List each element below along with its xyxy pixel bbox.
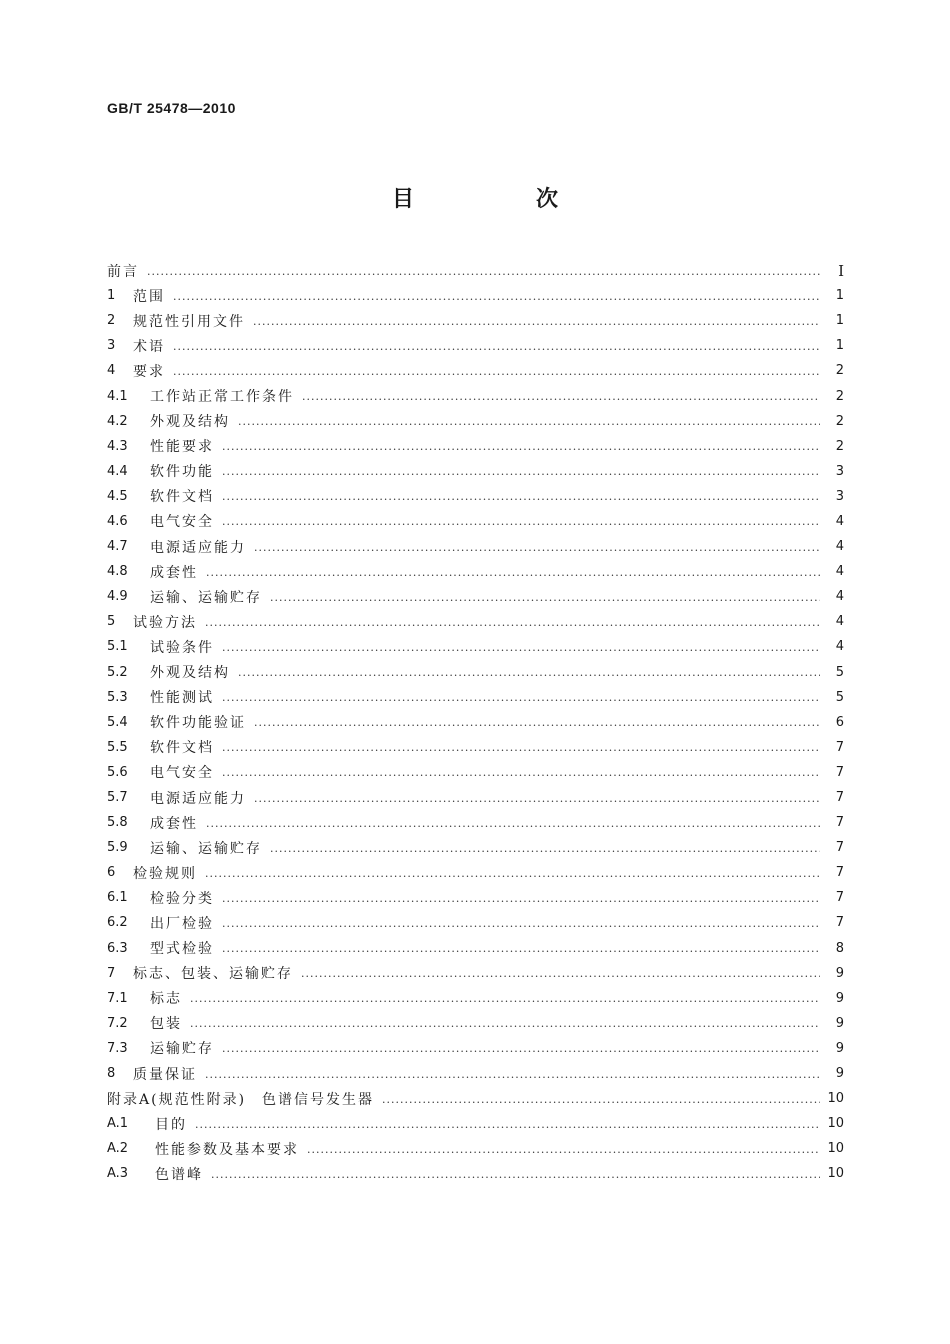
toc-entry-title: 软件文档 bbox=[150, 489, 214, 506]
toc-entry-title: 性能要求 bbox=[150, 439, 214, 456]
toc-dot-leader bbox=[270, 843, 820, 857]
toc-entry-page: 5 bbox=[835, 689, 844, 705]
toc-entry-title: 性能测试 bbox=[150, 690, 214, 707]
toc-entry-page: 7 bbox=[835, 764, 844, 780]
toc-dot-leader bbox=[206, 818, 820, 832]
toc-entry-number: 4.3 bbox=[107, 438, 128, 454]
toc-dot-leader bbox=[222, 642, 820, 656]
toc-entry[interactable] bbox=[107, 1136, 844, 1161]
toc-entry[interactable] bbox=[107, 409, 844, 434]
standard-code: GB/T 25478—2010 bbox=[107, 100, 236, 116]
toc-dot-leader bbox=[211, 1169, 820, 1183]
toc-dot-leader bbox=[173, 291, 820, 305]
toc-entry-number: A.2 bbox=[107, 1141, 129, 1157]
toc-dot-leader bbox=[301, 968, 820, 982]
toc-entry-number: 5.6 bbox=[107, 764, 128, 780]
toc-entry[interactable] bbox=[107, 283, 844, 308]
toc-dot-leader bbox=[205, 1069, 820, 1083]
toc-entry-number: 4.4 bbox=[107, 463, 128, 479]
toc-entry-title: 工作站正常工作条件 bbox=[150, 389, 294, 406]
toc-entry[interactable] bbox=[107, 1086, 844, 1111]
toc-dot-leader bbox=[254, 542, 820, 556]
toc-entry-title: 电源适应能力 bbox=[150, 539, 246, 556]
toc-entry[interactable] bbox=[107, 434, 844, 459]
toc-entry[interactable] bbox=[107, 509, 844, 534]
toc-dot-leader bbox=[222, 441, 820, 455]
toc-entry-number: 4.8 bbox=[107, 564, 128, 580]
toc-entry[interactable] bbox=[107, 459, 844, 484]
toc-entry-page: 4 bbox=[835, 513, 844, 529]
toc-entry[interactable] bbox=[107, 986, 844, 1011]
toc-dot-leader bbox=[253, 316, 820, 330]
toc-dot-leader bbox=[205, 617, 820, 631]
toc-entry-title: 电源适应能力 bbox=[150, 790, 246, 807]
toc-entry-number: 8 bbox=[107, 1066, 116, 1082]
toc-entry-page: 10 bbox=[827, 1116, 844, 1132]
toc-entry-page: 1 bbox=[835, 288, 844, 304]
toc-entry-number: 5.2 bbox=[107, 664, 128, 680]
toc-entry-title: 外观及结构 bbox=[150, 414, 230, 431]
toc-entry-number: 5.8 bbox=[107, 815, 128, 831]
toc-entry[interactable] bbox=[107, 584, 844, 609]
toc-entry-title: 成套性 bbox=[150, 564, 198, 581]
toc-dot-leader bbox=[195, 1119, 820, 1133]
toc-entry-page: 5 bbox=[835, 664, 844, 680]
toc-entry-title: 前言 bbox=[107, 263, 139, 280]
toc-entry-title: 电气安全 bbox=[150, 514, 214, 531]
toc-entry-number: A.3 bbox=[107, 1166, 129, 1182]
toc-entry-page: 4 bbox=[835, 564, 844, 580]
toc-entry-title: 检验分类 bbox=[150, 890, 214, 907]
toc-dot-leader bbox=[222, 742, 820, 756]
toc-entry-title: 外观及结构 bbox=[150, 665, 230, 682]
toc-dot-leader bbox=[222, 943, 820, 957]
toc-entry-page: 1 bbox=[835, 313, 844, 329]
toc-entry-title: 质量保证 bbox=[133, 1066, 197, 1083]
toc-dot-leader bbox=[222, 692, 820, 706]
toc-entry[interactable] bbox=[107, 1011, 844, 1036]
toc-entry-title: 性能参数及基本要求 bbox=[155, 1141, 299, 1158]
toc-entry-title: 附录A(规范性附录) 色谱信号发生器 bbox=[107, 1091, 375, 1108]
toc-entry[interactable] bbox=[107, 961, 844, 986]
toc-entry-number: 4.6 bbox=[107, 513, 128, 529]
toc-dot-leader bbox=[206, 567, 820, 581]
toc-dot-leader bbox=[147, 266, 820, 280]
toc-entry-page: 7 bbox=[835, 890, 844, 906]
toc-entry-page: 3 bbox=[835, 488, 844, 504]
toc-entry[interactable] bbox=[107, 1061, 844, 1086]
toc-dot-leader bbox=[254, 793, 820, 807]
toc-entry-number: 5.7 bbox=[107, 790, 128, 806]
toc-entry-page: 10 bbox=[827, 1091, 844, 1107]
toc-entry[interactable] bbox=[107, 634, 844, 659]
toc-dot-leader bbox=[222, 491, 820, 505]
toc-entry-number: 7.2 bbox=[107, 1015, 128, 1031]
toc-dot-leader bbox=[222, 767, 820, 781]
toc-entry-page: 7 bbox=[835, 739, 844, 755]
toc-entry[interactable] bbox=[107, 383, 844, 408]
toc-entry-page: 10 bbox=[827, 1166, 844, 1182]
toc-entry-number: 3 bbox=[107, 338, 116, 354]
toc-entry-page: 8 bbox=[835, 940, 844, 956]
toc-entry[interactable] bbox=[107, 685, 844, 710]
toc-entry[interactable] bbox=[107, 484, 844, 509]
toc-entry-page: 7 bbox=[835, 790, 844, 806]
toc-entry-page: 7 bbox=[835, 815, 844, 831]
toc-entry-number: 2 bbox=[107, 313, 116, 329]
toc-entry-title: 出厂检验 bbox=[150, 915, 214, 932]
toc-entry-number: 6.2 bbox=[107, 915, 128, 931]
toc-entry-page: 4 bbox=[835, 589, 844, 605]
table-of-contents bbox=[107, 258, 844, 1186]
toc-dot-leader bbox=[173, 341, 820, 355]
toc-entry-number: 5.1 bbox=[107, 639, 128, 655]
toc-entry-title: 试验方法 bbox=[133, 614, 197, 631]
toc-entry-title: 软件功能验证 bbox=[150, 715, 246, 732]
toc-entry-title: 型式检验 bbox=[150, 941, 214, 958]
toc-entry[interactable] bbox=[107, 534, 844, 559]
toc-entry[interactable] bbox=[107, 735, 844, 760]
toc-entry-number: 5 bbox=[107, 614, 116, 630]
toc-entry[interactable] bbox=[107, 936, 844, 961]
toc-entry[interactable] bbox=[107, 358, 844, 383]
toc-entry[interactable] bbox=[107, 559, 844, 584]
toc-entry[interactable] bbox=[107, 785, 844, 810]
toc-entry-number: 7.1 bbox=[107, 990, 128, 1006]
toc-entry-number: 4 bbox=[107, 363, 116, 379]
toc-entry[interactable] bbox=[107, 308, 844, 333]
toc-entry[interactable] bbox=[107, 710, 844, 735]
toc-entry-number: 4.1 bbox=[107, 388, 128, 404]
toc-entry-page: 1 bbox=[835, 338, 844, 354]
toc-entry-number: 7 bbox=[107, 965, 116, 981]
toc-entry-page: 7 bbox=[835, 915, 844, 931]
toc-entry-page: Ⅰ bbox=[838, 261, 844, 280]
toc-dot-leader bbox=[222, 918, 820, 932]
toc-entry[interactable] bbox=[107, 258, 844, 283]
toc-entry-page: 4 bbox=[835, 614, 844, 630]
toc-dot-leader bbox=[302, 391, 820, 405]
toc-entry[interactable] bbox=[107, 910, 844, 935]
toc-entry-page: 9 bbox=[835, 1066, 844, 1082]
toc-entry-page: 4 bbox=[835, 539, 844, 555]
toc-entry-page: 6 bbox=[835, 714, 844, 730]
toc-entry-page: 2 bbox=[835, 363, 844, 379]
toc-entry-page: 2 bbox=[835, 413, 844, 429]
toc-entry-page: 10 bbox=[827, 1141, 844, 1157]
toc-entry[interactable] bbox=[107, 1161, 844, 1186]
toc-entry[interactable] bbox=[107, 810, 844, 835]
toc-dot-leader bbox=[190, 1018, 820, 1032]
toc-entry-number: A.1 bbox=[107, 1116, 129, 1132]
toc-dot-leader bbox=[270, 592, 820, 606]
toc-entry-page: 9 bbox=[835, 990, 844, 1006]
toc-dot-leader bbox=[238, 416, 820, 430]
toc-entry-title: 色谱峰 bbox=[155, 1166, 203, 1183]
toc-entry-title: 范围 bbox=[133, 288, 165, 305]
toc-dot-leader bbox=[222, 516, 820, 530]
toc-entry[interactable] bbox=[107, 1036, 844, 1061]
toc-entry-title: 检验规则 bbox=[133, 865, 197, 882]
toc-entry-title: 运输、运输贮存 bbox=[150, 840, 262, 857]
toc-entry-title: 目的 bbox=[155, 1116, 187, 1133]
toc-entry[interactable] bbox=[107, 860, 844, 885]
toc-entry-number: 5.4 bbox=[107, 714, 128, 730]
toc-entry-title: 规范性引用文件 bbox=[133, 313, 245, 330]
toc-entry-number: 6 bbox=[107, 865, 116, 881]
toc-entry-page: 2 bbox=[835, 438, 844, 454]
toc-entry-number: 6.3 bbox=[107, 940, 128, 956]
toc-entry-title: 标志、包装、运输贮存 bbox=[133, 966, 293, 983]
toc-dot-leader bbox=[382, 1094, 820, 1108]
toc-entry-page: 9 bbox=[835, 965, 844, 981]
toc-entry-page: 2 bbox=[835, 388, 844, 404]
toc-entry-number: 5.3 bbox=[107, 689, 128, 705]
toc-entry-title: 标志 bbox=[150, 991, 182, 1008]
toc-entry-title: 试验条件 bbox=[150, 639, 214, 656]
toc-entry-number: 4.2 bbox=[107, 413, 128, 429]
toc-dot-leader bbox=[254, 717, 820, 731]
toc-dot-leader bbox=[205, 868, 820, 882]
toc-entry-page: 9 bbox=[835, 1040, 844, 1056]
toc-entry-page: 4 bbox=[835, 639, 844, 655]
toc-entry-number: 6.1 bbox=[107, 890, 128, 906]
toc-entry[interactable] bbox=[107, 660, 844, 685]
toc-entry-number: 7.3 bbox=[107, 1040, 128, 1056]
toc-entry-title: 软件功能 bbox=[150, 464, 214, 481]
toc-entry[interactable] bbox=[107, 885, 844, 910]
toc-entry-page: 7 bbox=[835, 840, 844, 856]
toc-entry-number: 4.7 bbox=[107, 539, 128, 555]
toc-entry-title: 要求 bbox=[133, 363, 165, 380]
toc-entry-number: 4.5 bbox=[107, 488, 128, 504]
toc-entry-number: 5.9 bbox=[107, 840, 128, 856]
toc-entry[interactable] bbox=[107, 760, 844, 785]
toc-entry-title: 运输、运输贮存 bbox=[150, 589, 262, 606]
toc-entry-number: 4.9 bbox=[107, 589, 128, 605]
page-title: 目 次 bbox=[391, 186, 608, 212]
toc-entry[interactable] bbox=[107, 1111, 844, 1136]
toc-dot-leader bbox=[222, 466, 820, 480]
toc-entry-page: 3 bbox=[835, 463, 844, 479]
toc-entry-page: 7 bbox=[835, 865, 844, 881]
toc-entry-title: 软件文档 bbox=[150, 740, 214, 757]
toc-dot-leader bbox=[222, 1043, 820, 1057]
toc-entry-title: 电气安全 bbox=[150, 765, 214, 782]
toc-entry[interactable] bbox=[107, 333, 844, 358]
toc-entry[interactable] bbox=[107, 835, 844, 860]
toc-entry-title: 包装 bbox=[150, 1016, 182, 1033]
toc-dot-leader bbox=[222, 893, 820, 907]
toc-dot-leader bbox=[307, 1144, 820, 1158]
toc-entry-number: 1 bbox=[107, 288, 116, 304]
toc-entry-page: 9 bbox=[835, 1015, 844, 1031]
toc-entry-number: 5.5 bbox=[107, 739, 128, 755]
toc-entry-title: 术语 bbox=[133, 338, 165, 355]
toc-dot-leader bbox=[238, 667, 820, 681]
toc-entry-title: 成套性 bbox=[150, 815, 198, 832]
toc-dot-leader bbox=[190, 993, 820, 1007]
toc-entry-title: 运输贮存 bbox=[150, 1041, 214, 1058]
toc-dot-leader bbox=[173, 366, 820, 380]
toc-entry[interactable] bbox=[107, 609, 844, 634]
